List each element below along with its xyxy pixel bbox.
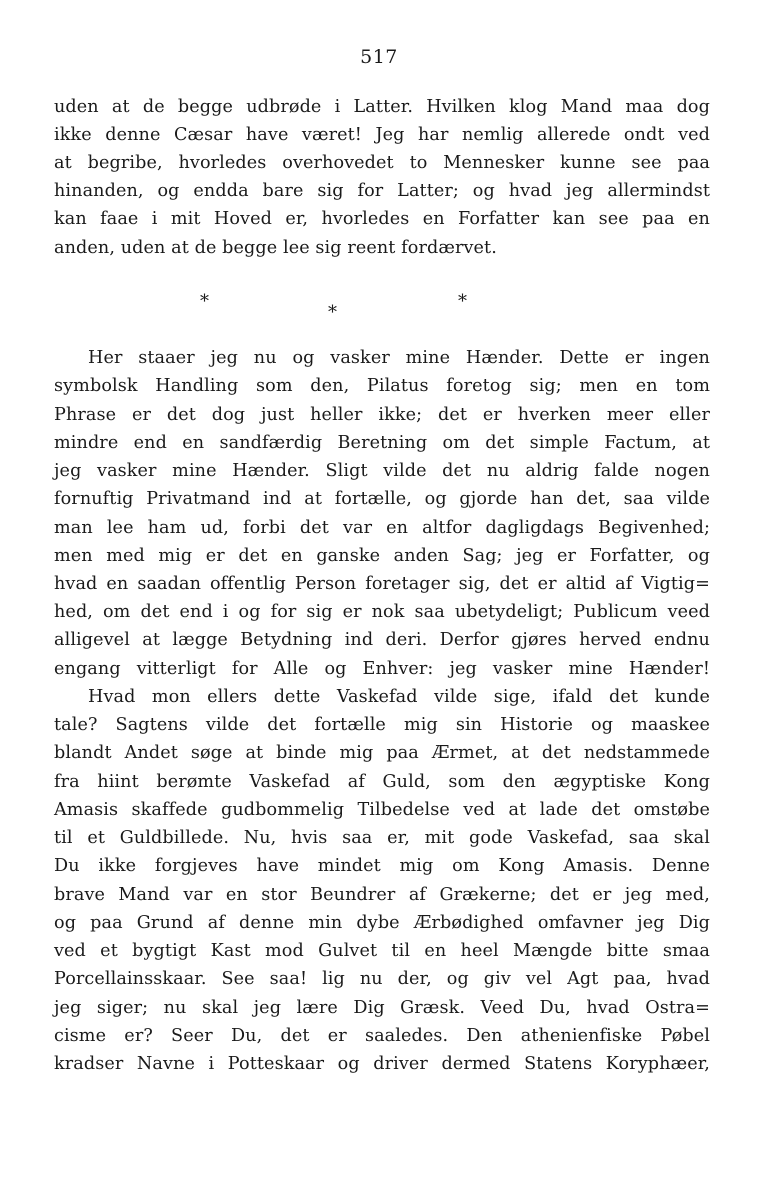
text-line: alligevel at lægge Betydning ind deri. Derfor gjøres herved endnu (54, 630, 710, 650)
text-line: tale? Sagtens vilde det fortælle mig sin Historie og maaskee (54, 715, 710, 735)
text-line: anden, uden at de begge lee sig reent fordærvet. (54, 238, 497, 258)
text-line: engang vitterligt for Alle og Enhver: jeg vasker mine Hænder! (54, 659, 710, 679)
page-number: 517 (360, 46, 398, 68)
text-line: blandt Andet søge at binde mig paa Ærmet, at det nedstammede (54, 743, 710, 763)
text-line: fornuftig Privatmand ind at fortælle, og gjorde han det, saa vilde (54, 489, 710, 509)
text-line: og paa Grund af denne min dybe Ærbødighed omfavner jeg Dig (54, 913, 710, 933)
separator-asterisk: * (200, 291, 209, 312)
text-line: jeg vasker mine Hænder. Sligt vilde det nu aldrig falde nogen (54, 461, 710, 481)
text-line: at begribe, hvorledes overhovedet to Mennesker kunne see paa (54, 153, 710, 173)
text-line: Amasis skaffede gudbommelig Tilbedelse ved at lade det omstøbe (54, 800, 710, 820)
text-line: man lee ham ud, forbi det var en altfor dagligdags Begivenhed; (54, 518, 710, 538)
text-line: hed, om det end i og for sig er nok saa ubetydeligt; Publicum veed (54, 602, 710, 622)
text-line: uden at de begge udbrøde i Latter. Hvilken klog Mand maa dog (54, 97, 710, 117)
separator-asterisk: * (328, 302, 337, 323)
text-line: jeg siger; nu skal jeg lære Dig Græsk. Veed Du, hvad Ostra= (54, 998, 710, 1018)
text-line: mindre end en sandfærdig Beretning om det simple Factum, at (54, 433, 710, 453)
separator-asterisk: * (458, 291, 467, 312)
text-line: cisme er? Seer Du, det er saaledes. Den athenienfiske Pøbel (54, 1026, 710, 1046)
text-line: ved et bygtigt Kast mod Gulvet til en heel Mængde bitte smaa (54, 941, 710, 961)
text-line: symbolsk Handling som den, Pilatus foretog sig; men en tom (54, 376, 710, 396)
text-line: hinanden, og endda bare sig for Latter; og hvad jeg allermindst (54, 181, 710, 201)
text-line: ikke denne Cæsar have været! Jeg har nemlig allerede ondt ved (54, 125, 710, 145)
text-line: Du ikke forgjeves have mindet mig om Kong Amasis. Denne (54, 856, 710, 876)
text-line: Her staaer jeg nu og vasker mine Hænder. Dette er ingen (88, 348, 710, 368)
text-line: kan faae i mit Hoved er, hvorledes en Forfatter kan see paa en (54, 209, 710, 229)
text-line: Hvad mon ellers dette Vaskefad vilde sige, ifald det kunde (88, 687, 710, 707)
text-line: men med mig er det en ganske anden Sag; jeg er Forfatter, og (54, 546, 710, 566)
text-line: kradser Navne i Potteskaar og driver dermed Statens Koryphæer, (54, 1054, 710, 1074)
text-line: brave Mand var en stor Beundrer af Grækerne; det er jeg med, (54, 885, 710, 905)
text-line: til et Guldbillede. Nu, hvis saa er, mit gode Vaskefad, saa skal (54, 828, 710, 848)
text-line: Phrase er det dog just heller ikke; det er hverken meer eller (54, 405, 710, 425)
text-line: Porcellainsskaar. See saa! lig nu der, og giv vel Agt paa, hvad (54, 969, 710, 989)
text-line: fra hiint berømte Vaskefad af Guld, som den ægyptiske Kong (54, 772, 710, 792)
text-line: hvad en saadan offentlig Person foretager sig, det er altid af Vigtig= (54, 574, 710, 594)
